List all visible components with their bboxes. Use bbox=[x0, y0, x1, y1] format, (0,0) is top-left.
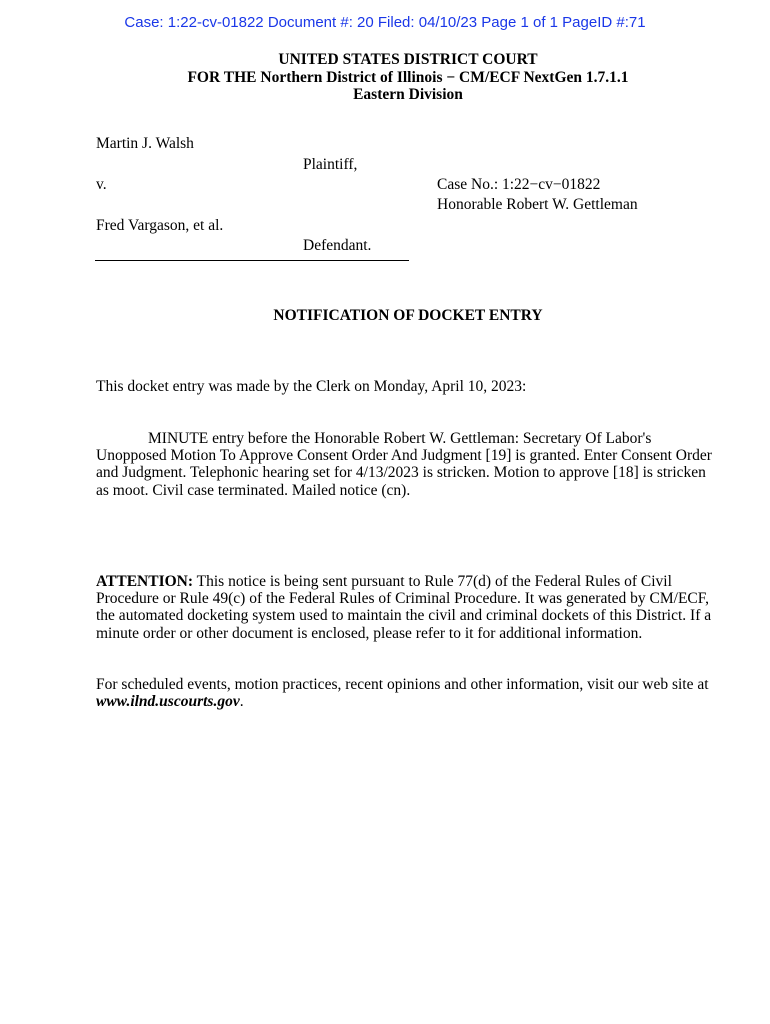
defendant-name: Fred Vargason, et al. bbox=[96, 217, 224, 234]
court-name: UNITED STATES DISTRICT COURT bbox=[278, 51, 538, 68]
case-number: Case No.: 1:22−cv−01822 bbox=[437, 176, 601, 193]
versus-label: v. bbox=[96, 176, 107, 193]
footer-notice bbox=[96, 676, 714, 710]
court-website-link[interactable]: www.ilnd.uscourts.gov bbox=[96, 693, 240, 711]
plaintiff-name: Martin J. Walsh bbox=[96, 135, 194, 152]
attention-label: ATTENTION: bbox=[96, 573, 194, 590]
filing-stamp: Case: 1:22-cv-01822 Document #: 20 Filed: 04/10/23 Page 1 of 1 PageID #:71 bbox=[124, 14, 646, 31]
defendant-role: Defendant. bbox=[303, 237, 372, 254]
entry-intro: This docket entry was made by the Clerk on Monday, April 10, 2023: bbox=[96, 378, 527, 395]
court-header bbox=[0, 51, 770, 104]
footer-text: For scheduled events, motion practices, recent opinions and other information, visit our web site at bbox=[96, 676, 709, 693]
document-title: NOTIFICATION OF DOCKET ENTRY bbox=[273, 307, 543, 324]
caption-divider bbox=[95, 260, 409, 261]
judge-name: Honorable Robert W. Gettleman bbox=[437, 196, 638, 213]
minute-entry-text: MINUTE entry before the Honorable Robert W. Gettleman: Secretary Of Labor's Unopposed Motion To Approve Consent Order And Judgment [19] is granted. Enter Consent Order and Judgment. Telephonic hearing set for 4/13/2023 is stricken. Motion to approve [18] is stricken as moot. Civil case terminated. Mailed notice (cn). bbox=[96, 430, 712, 499]
footer-end: . bbox=[239, 693, 244, 711]
court-district: FOR THE Northern District of Illinois − CM/ECF NextGen 1.7.1.1 bbox=[187, 68, 629, 86]
court-division: Eastern Division bbox=[353, 86, 463, 103]
attention-text: This notice is being sent pursuant to Rule 77(d) of the Federal Rules of Civil Procedure or Rule 49(c) of the Federal Rules of Criminal Procedure. It was generated by CM/ECF, the automated docketing system used to maintain the civil and criminal dockets of this District. If a minute order or other document is enclosed, please refer to it for additional information. bbox=[96, 573, 712, 642]
attention-notice bbox=[96, 573, 714, 642]
plaintiff-role: Plaintiff, bbox=[303, 156, 358, 173]
